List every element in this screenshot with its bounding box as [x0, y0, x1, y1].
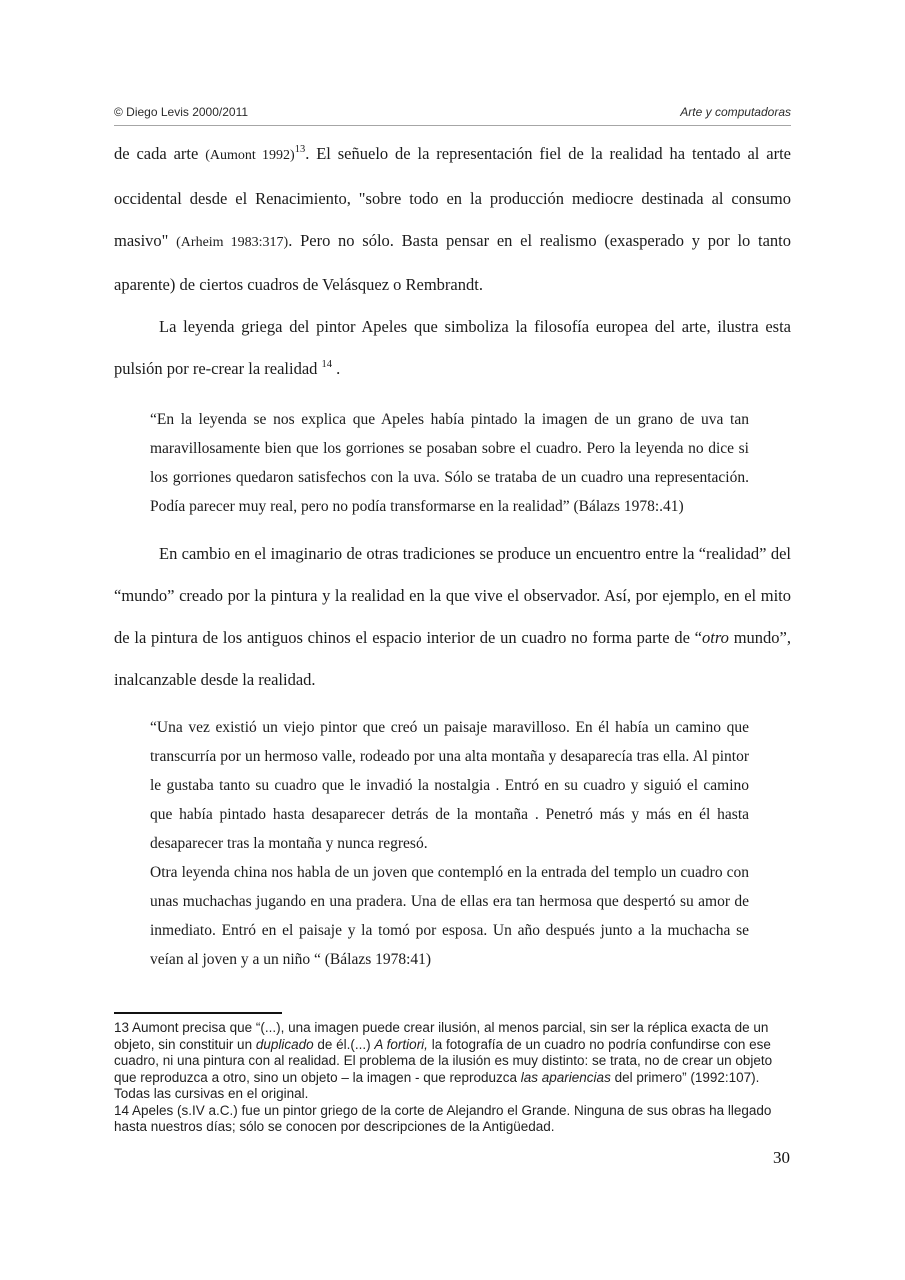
footnote-text: del primero” (1992:107). Todas las cursivas en el original. — [114, 1069, 760, 1101]
footnote-text: 14 Apeles (s.IV a.C.) fue un pintor griego de la corte de Alejandro el Grande. Ninguna de sus obras ha llegado hasta nuestros días; sólo se conocen por descripciones de la Antigüedad. — [114, 1102, 772, 1134]
quote-text: “Una vez existió un viejo pintor que creó un paisaje maravilloso. En él había un camino que transcurría por un hermoso valle, rodeado por una alta montaña y desaparecía tras ella. Al pintor le gustaba tanto su cuadro que le invadió la nostalgia . Entró en su cuadro y siguió el camino que había pintado hasta desaparecer detrás de la montaña . Penetró más y más en él hasta desaparecer tras la montaña y nunca regresó. — [150, 719, 749, 852]
italic-text: las apariencias — [520, 1069, 611, 1085]
paragraph-1 — [114, 133, 791, 306]
italic-text: otro — [702, 628, 729, 647]
footnote-text: la fotografía de un cuadro no podría confundirse con ese cuadro, ni una pintura con al realidad. El problema de la ilusión es muy distinto: se trata, no de crear un objeto que reproduzca a otro, sino un objeto – la imagen - que reproduzca — [114, 1036, 773, 1085]
citation-arheim: (Arheim 1983:317) — [176, 235, 289, 250]
quote-text: “En la leyenda se nos explica que Apeles había pintado la imagen de un grano de uva tan maravillosamente bien que los gorriones se posaban sobre el cuadro. Pero la leyenda no dice si los gorriones quedaron satisfechos con la uva. Sólo se trataba de un cuadro una representación. Podía parecer muy real, pero no podía transformarse en la realidad” (Bálazs 1978:.41) — [150, 411, 749, 515]
quote-text: Otra leyenda china nos habla de un joven que contempló en la entrada del templo un cuadro con unas muchachas jugando en una pradera. Una de ellas era tan hermosa que despertó su amor de inmediato. Entró en el paisaje y la tomó por esposa. Un año después junto a la muchacha se veían al joven y a un niño “ (Bálazs 1978:41) — [150, 864, 749, 968]
blockquote-apeles-legend — [150, 405, 749, 521]
document-body — [114, 133, 791, 986]
body-text: . — [332, 359, 341, 378]
body-text: de cada arte — [114, 144, 206, 163]
footnote-separator-rule — [114, 1012, 282, 1014]
footnote-text: 13 Aumont precisa que “(...), una imagen puede crear ilusión, al menos parcial, sin ser la réplica exacta de un objeto, sin constituir un — [114, 1020, 769, 1052]
footnote-marker-13: 13 — [294, 144, 306, 155]
body-text: En cambio en el imaginario de otras tradiciones se produce un encuentro entre la “realidad” del “mundo” creado por la pintura y la realidad en la que vive el observador. Así, por ejemplo, en el mito de la pintura de los antiguos chinos el espacio interior de un cuadro no forma parte de “ — [114, 544, 791, 647]
footnote-marker-14: 14 — [321, 359, 333, 370]
header-copyright: © Diego Levis 2000/2011 — [114, 105, 249, 119]
italic-text: duplicado — [255, 1036, 314, 1052]
footnote-14 — [114, 1103, 793, 1136]
footnote-text: de él.(...) — [313, 1036, 375, 1052]
body-text: . Pero no sólo. Basta pensar en el realismo (exasperado y por lo tanto aparente) de ciertos cuadros de Velásquez o Rembrandt. — [114, 231, 792, 294]
page-header — [114, 105, 791, 126]
body-text: La leyenda griega del pintor Apeles que simboliza la filosofía europea del arte, ilustra esta pulsión por re-crear la realidad — [114, 317, 791, 378]
page-number: 30 — [773, 1148, 790, 1167]
citation-aumont: (Aumont 1992) — [205, 148, 295, 163]
header-running-title: Arte y computadoras — [680, 105, 791, 119]
blockquote-chinese-legends — [150, 713, 749, 974]
body-text: mundo”, inalcanzable desde la realidad. — [114, 628, 791, 689]
footnote-13 — [114, 1020, 793, 1103]
body-text: . El señuelo de la representación fiel de la realidad ha tentado al arte occidental desde el Renacimiento, "sobre todo en la producción mediocre destinada al consumo masivo" — [114, 144, 791, 250]
italic-text: A fortiori, — [374, 1036, 428, 1052]
paragraph-2 — [114, 306, 791, 393]
paragraph-3 — [114, 533, 791, 701]
footnotes-section — [114, 1012, 793, 1136]
